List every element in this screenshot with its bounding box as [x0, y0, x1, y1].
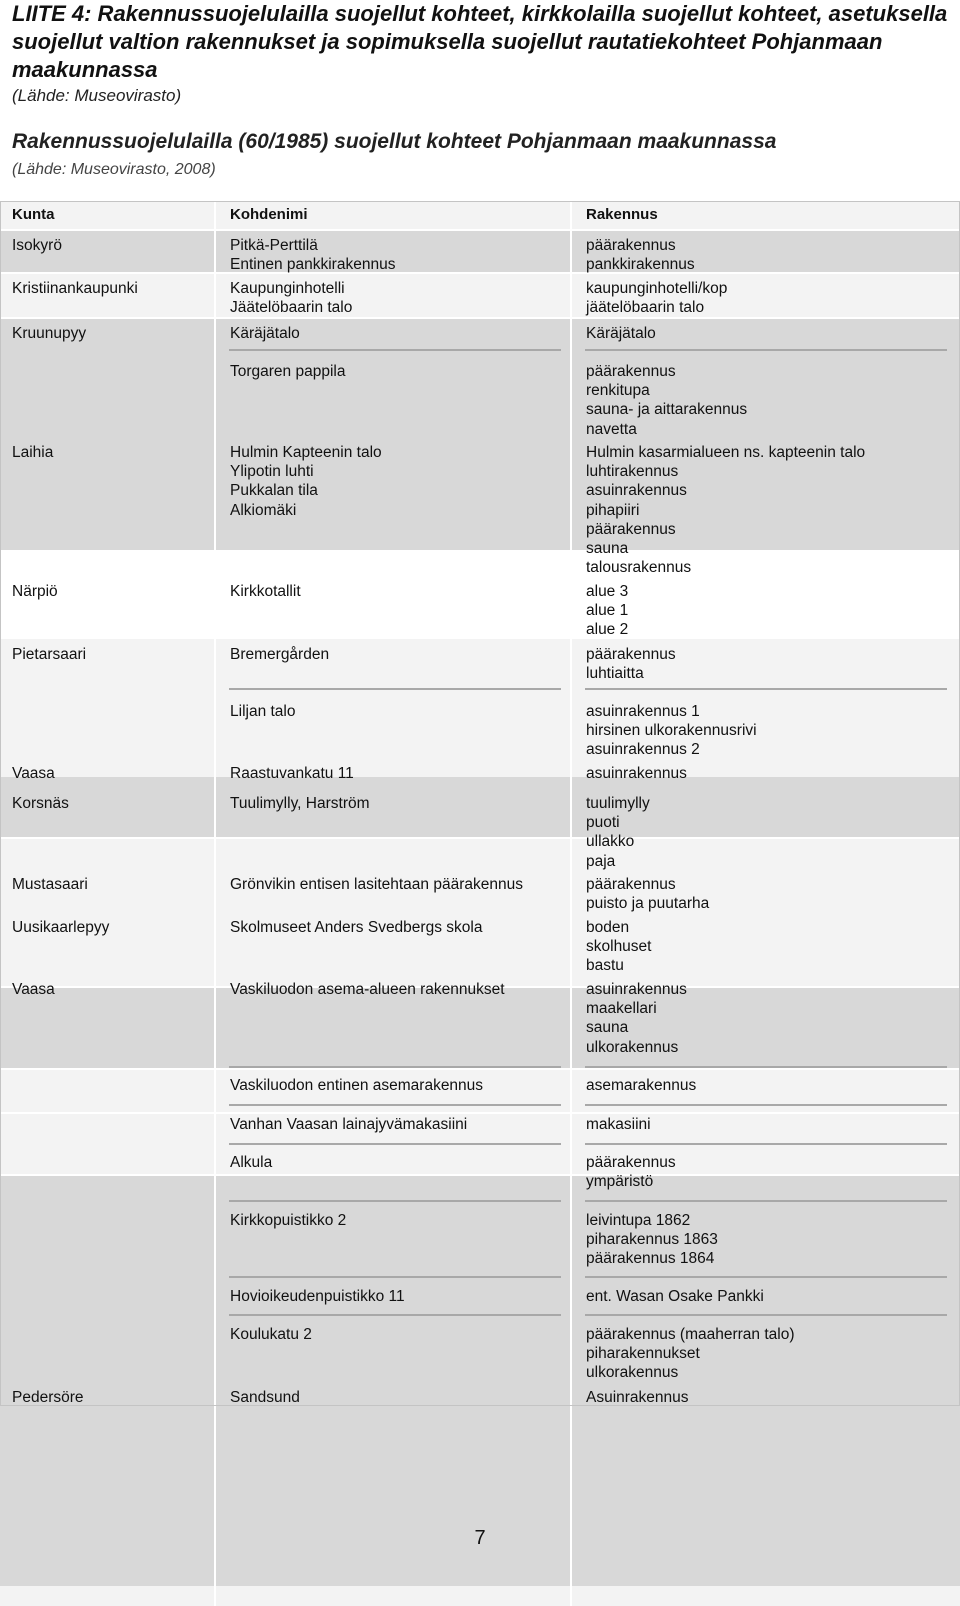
- table-cell-kohde: Grönvikin entisen lasitehtaan päärakennus: [230, 876, 523, 893]
- table-cell-rakennus: päärakennus puisto ja puutarha: [586, 876, 710, 913]
- table-cell-kohde: Bremergården: [230, 646, 330, 663]
- table-cell-kunta: Laihia: [12, 444, 54, 461]
- table-cell-kohde: Käräjätalo: [230, 325, 300, 342]
- document-title: LIITE 4: Rakennussuojelulailla suojellut kohteet, kirkkolailla suojellut kohteet, asetuksella suojellut valtion rakennukset ja sopimuksella suojellut rautatiekohteet Pohjanmaan maakunnassa: [12, 1, 948, 82]
- table-cell-kohde: Sandsund: [230, 1389, 300, 1406]
- table-cell-rakennus: Hulmin kasarmialueen ns. kapteenin talo luhtirakennus asuinrakennus pihapiiri päärakennus sauna talousrakennus: [586, 444, 866, 577]
- table-cell-rakennus: asuinrakennus: [586, 765, 687, 782]
- table-cell-kohde: Raastuvankatu 11: [230, 765, 354, 782]
- table-cell-rakennus: päärakennus pankkirakennus: [586, 237, 695, 274]
- row-cell-bg: [0, 1586, 214, 1606]
- table-cell-rakennus: päärakennus ympäristö: [586, 1154, 676, 1191]
- table-cell-kunta: Vaasa: [12, 765, 55, 782]
- table-cell-kohde: Torgaren pappila: [230, 363, 346, 380]
- table-cell-kohde: Vaskiluodon entinen asemarakennus: [230, 1077, 484, 1094]
- table-cell-rakennus: alue 3 alue 1 alue 2: [586, 583, 629, 639]
- table-cell-kunta: Korsnäs: [12, 795, 69, 812]
- table-cell-kunta: Kruunupyy: [12, 325, 87, 342]
- column-header-kohdenimi: Kohdenimi: [230, 206, 308, 223]
- table-cell-rakennus: asemarakennus: [586, 1077, 697, 1094]
- table-cell-kunta: Pedersöre: [12, 1389, 84, 1406]
- row-cell-bg: [572, 1586, 960, 1606]
- table-cell-kohde: Hulmin Kapteenin talo Ylipotin luhti Pukkalan tila Alkiomäki: [230, 444, 382, 519]
- table-cell-rakennus: päärakennus luhtiaitta: [586, 646, 676, 683]
- table-cell-rakennus: Käräjätalo: [586, 325, 656, 342]
- table-border: [0, 201, 960, 1406]
- table-cell-kohde: Koulukatu 2: [230, 1326, 312, 1343]
- table-cell-kohde: Tuulimylly, Harström: [230, 795, 370, 812]
- table-cell-kunta: Uusikaarlepyy: [12, 919, 110, 936]
- table-cell-kunta: Isokyrö: [12, 237, 62, 254]
- table-cell-rakennus: makasiini: [586, 1116, 651, 1133]
- table-cell-kunta: Vaasa: [12, 981, 55, 998]
- table-cell-rakennus: ent. Wasan Osake Pankki: [586, 1288, 764, 1305]
- table-cell-kunta: Pietarsaari: [12, 646, 87, 663]
- table-cell-kohde: Kirkkopuistikko 2: [230, 1212, 347, 1229]
- table-cell-kohde: Pitkä-Perttilä Entinen pankkirakennus: [230, 237, 396, 274]
- column-header-kunta: Kunta: [12, 206, 55, 223]
- table-cell-kohde: Kirkkotallit: [230, 583, 301, 600]
- table-cell-rakennus: päärakennus renkitupa sauna- ja aittarakennus navetta: [586, 363, 748, 438]
- table-cell-rakennus: asuinrakennus 1 hirsinen ulkorakennusrivi asuinrakennus 2: [586, 703, 757, 759]
- title-source: (Lähde: Museovirasto): [12, 86, 182, 105]
- table-cell-kunta: Kristiinankaupunki: [12, 280, 138, 297]
- table-cell-rakennus: kaupunginhotelli/kop jäätelöbaarin talo: [586, 280, 728, 317]
- table-cell-kohde: Vaskiluodon asema-alueen rakennukset: [230, 981, 505, 998]
- table-cell-kohde: Hovioikeudenpuistikko 11: [230, 1288, 405, 1305]
- table-cell-rakennus: asuinrakennus maakellari sauna ulkorakennus: [586, 981, 687, 1056]
- table-cell-kohde: Liljan talo: [230, 703, 296, 720]
- table-cell-kohde: Alkula: [230, 1154, 273, 1171]
- page-number: 7: [474, 1527, 486, 1549]
- table-cell-rakennus: Asuinrakennus: [586, 1389, 689, 1406]
- table-cell-kohde: Kaupunginhotelli Jäätelöbaarin talo: [230, 280, 353, 317]
- table-cell-rakennus: leivintupa 1862 piharakennus 1863 päärakennus 1864: [586, 1212, 718, 1268]
- table-cell-kunta: Närpiö: [12, 583, 58, 600]
- subtitle-source: (Lähde: Museovirasto, 2008): [12, 161, 216, 178]
- table-subtitle: Rakennussuojelulailla (60/1985) suojellut kohteet Pohjanmaan maakunnassa: [12, 130, 777, 153]
- table-cell-rakennus: päärakennus (maaherran talo) piharakennukset ulkorakennus: [586, 1326, 795, 1382]
- column-header-rakennus: Rakennus: [586, 206, 658, 223]
- row-cell-bg: [216, 1586, 570, 1606]
- table-cell-rakennus: tuulimylly puoti ullakko paja: [586, 795, 650, 870]
- table-cell-kunta: Mustasaari: [12, 876, 88, 893]
- table-cell-rakennus: boden skolhuset bastu: [586, 919, 652, 975]
- table-cell-kohde: Vanhan Vaasan lainajyvämakasiini: [230, 1116, 468, 1133]
- table-cell-kohde: Skolmuseet Anders Svedbergs skola: [230, 919, 483, 936]
